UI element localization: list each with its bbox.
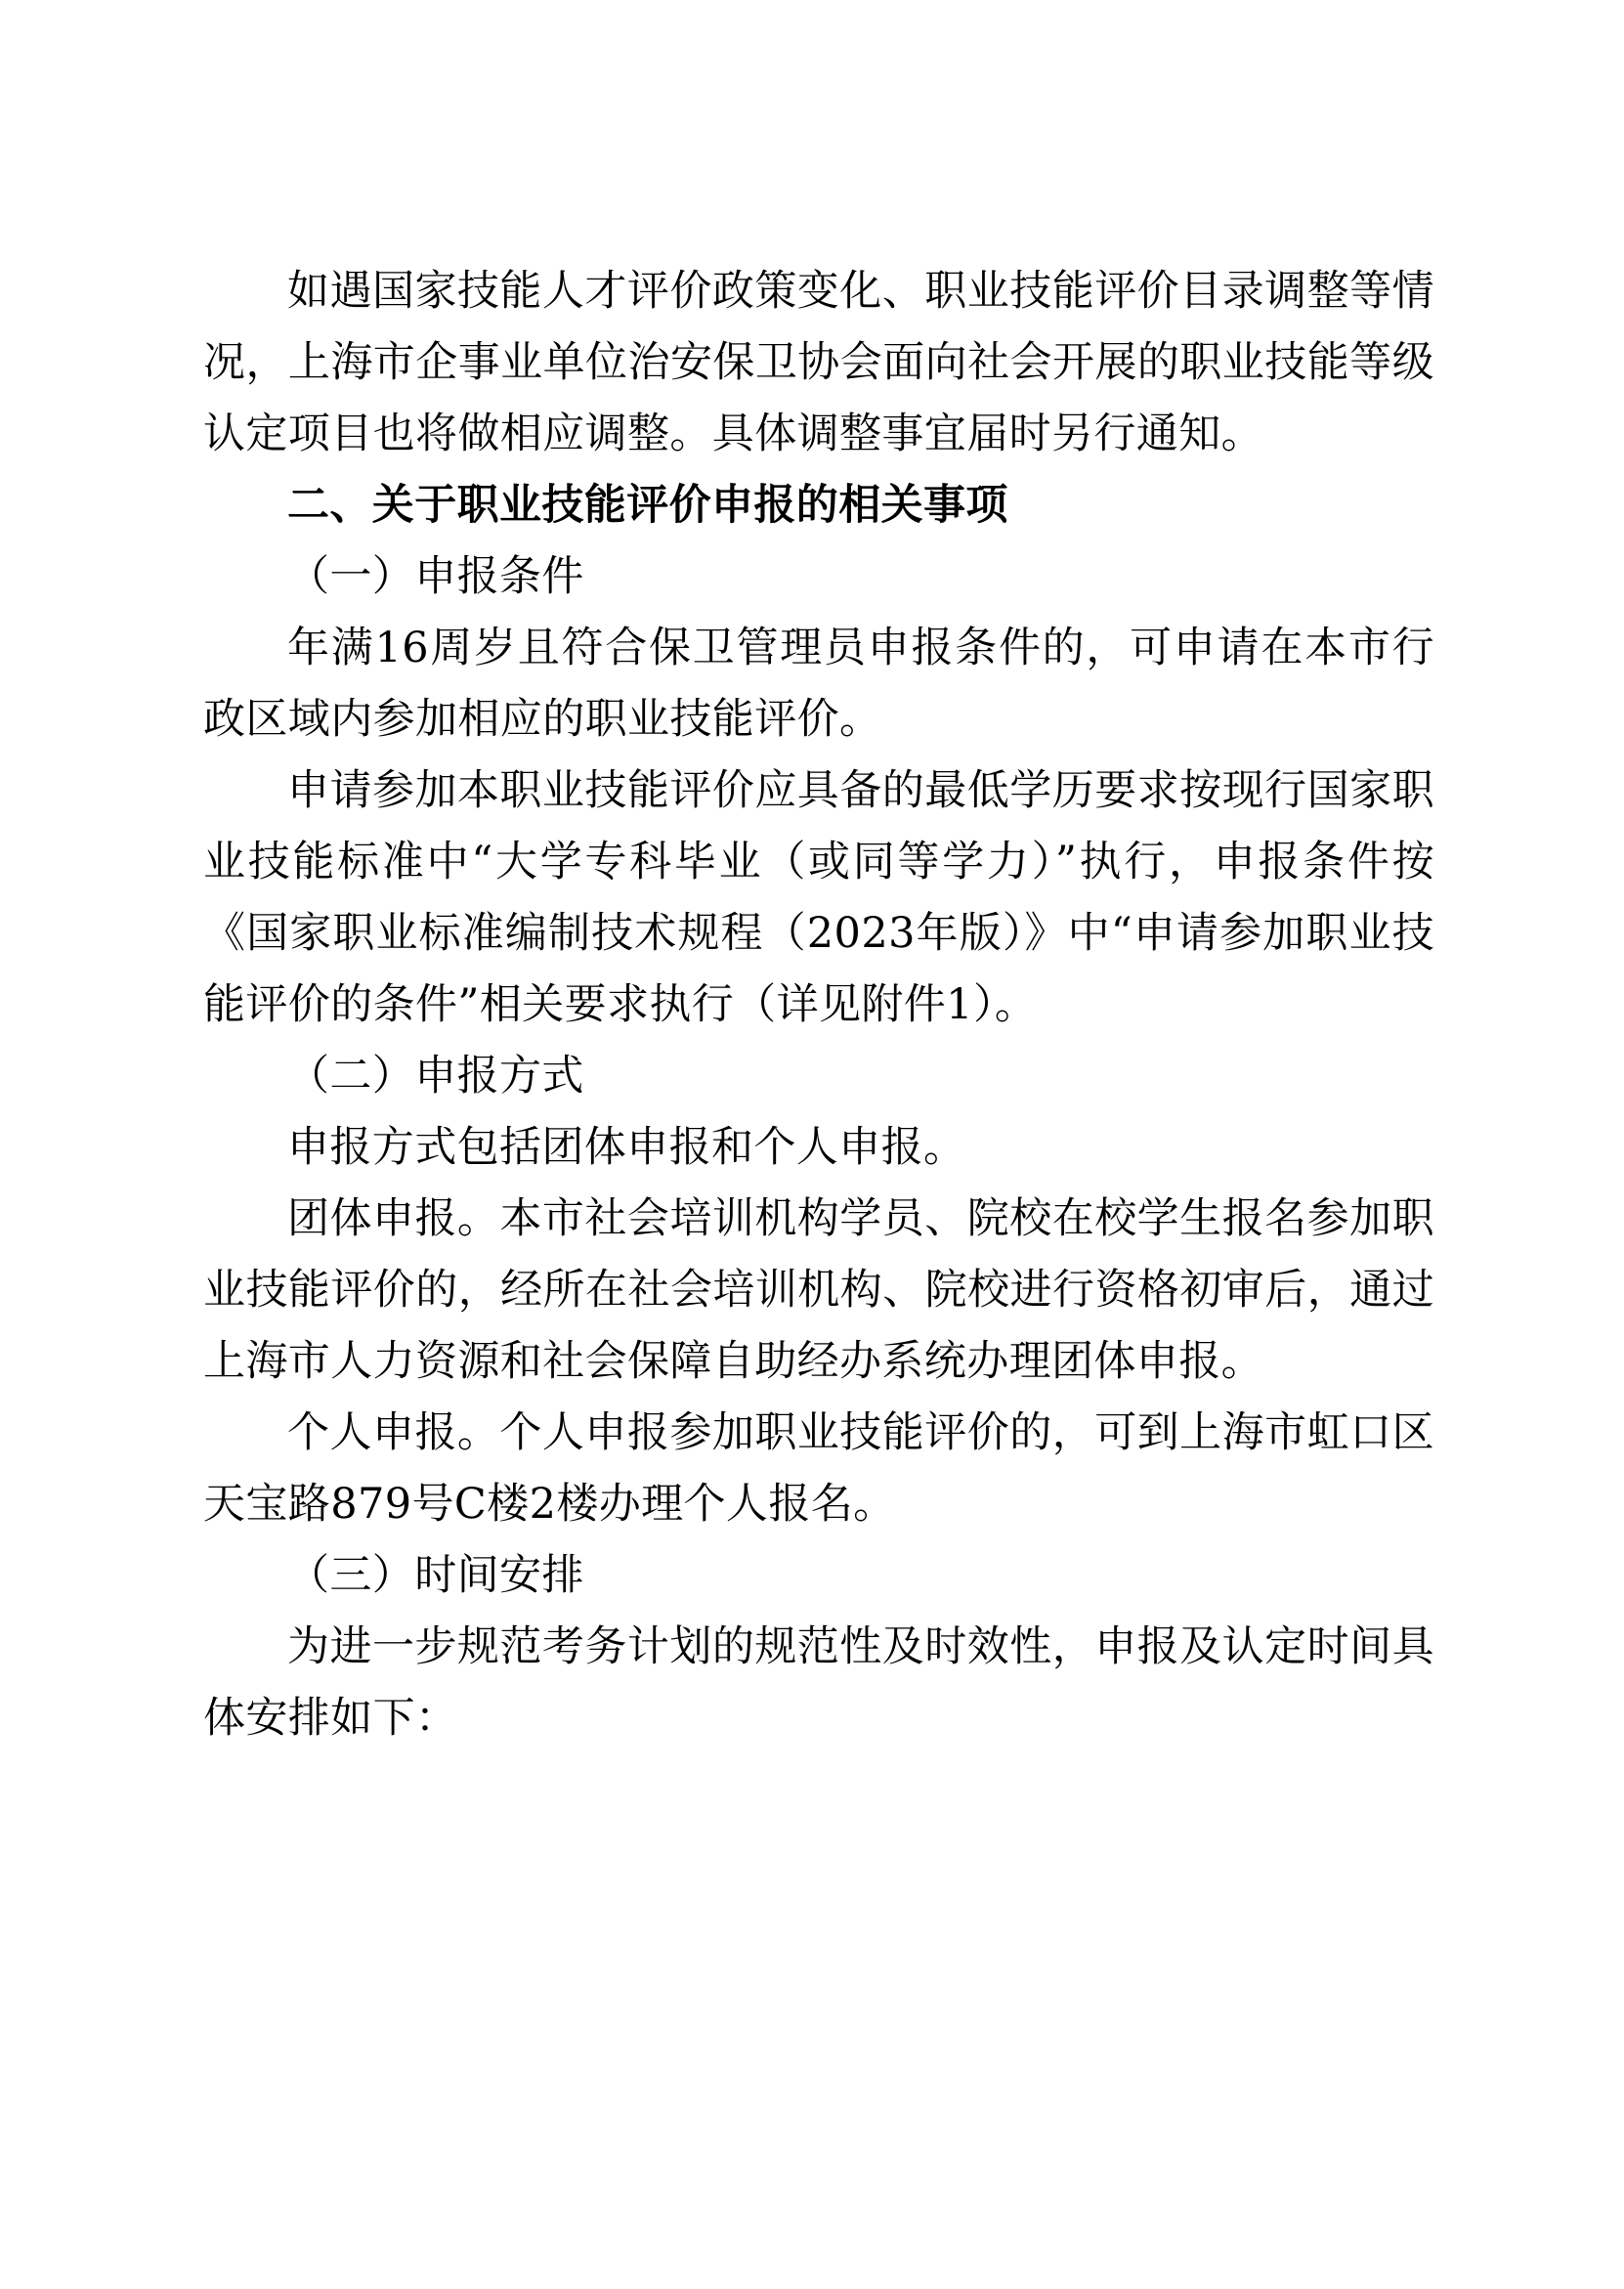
paragraph-group-application: 团体申报。本市社会培训机构学员、院校在校学生报名参加职业技能评价的，经所在社会培训机构、院校进行资格初审后，通过上海市人力资源和社会保障自助经办系统办理团体申报。 (203, 1194, 1434, 1386)
document-body (203, 256, 1434, 1754)
paragraph-individual-application: 个人申报。个人申报参加职业技能评价的，可到上海市虹口区天宝路879号C楼2楼办理个人报名。 (203, 1408, 1434, 1529)
sub-heading-application-methods: （二）申报方式 (287, 1052, 584, 1101)
sub-heading-application-conditions: （一）申报条件 (287, 552, 584, 601)
paragraph-schedule-intro: 为进一步规范考务计划的规范性及时效性，申报及认定时间具体安排如下： (203, 1622, 1434, 1743)
sub-heading-time-arrangement: （三）时间安排 (287, 1551, 584, 1600)
paragraph-methods-overview: 申报方式包括团体申报和个人申报。 (287, 1123, 966, 1172)
paragraph-policy-change: 如遇国家技能人才评价政策变化、职业技能评价目录调整等情况，上海市企事业单位治安保卫协会面向社会开展的职业技能等级认定项目也将做相应调整。具体调整事宜届时另行通知。 (203, 267, 1434, 458)
paragraph-age-requirement: 年满16周岁且符合保卫管理员申报条件的，可申请在本市行政区域内参加相应的职业技能评价。 (203, 624, 1434, 744)
paragraph-education-requirement: 申请参加本职业技能评价应具备的最低学历要求按现行国家职业技能标准中“大学专科毕业（或同等学力）”执行，申报条件按《国家职业标准编制技术规程（2023年版）》中“申请参加职业技能评价的条件”相关要求执行（详见附件1）。 (203, 766, 1434, 1029)
heading-section-two: 二、关于职业技能评价申报的相关事项 (287, 481, 1008, 530)
